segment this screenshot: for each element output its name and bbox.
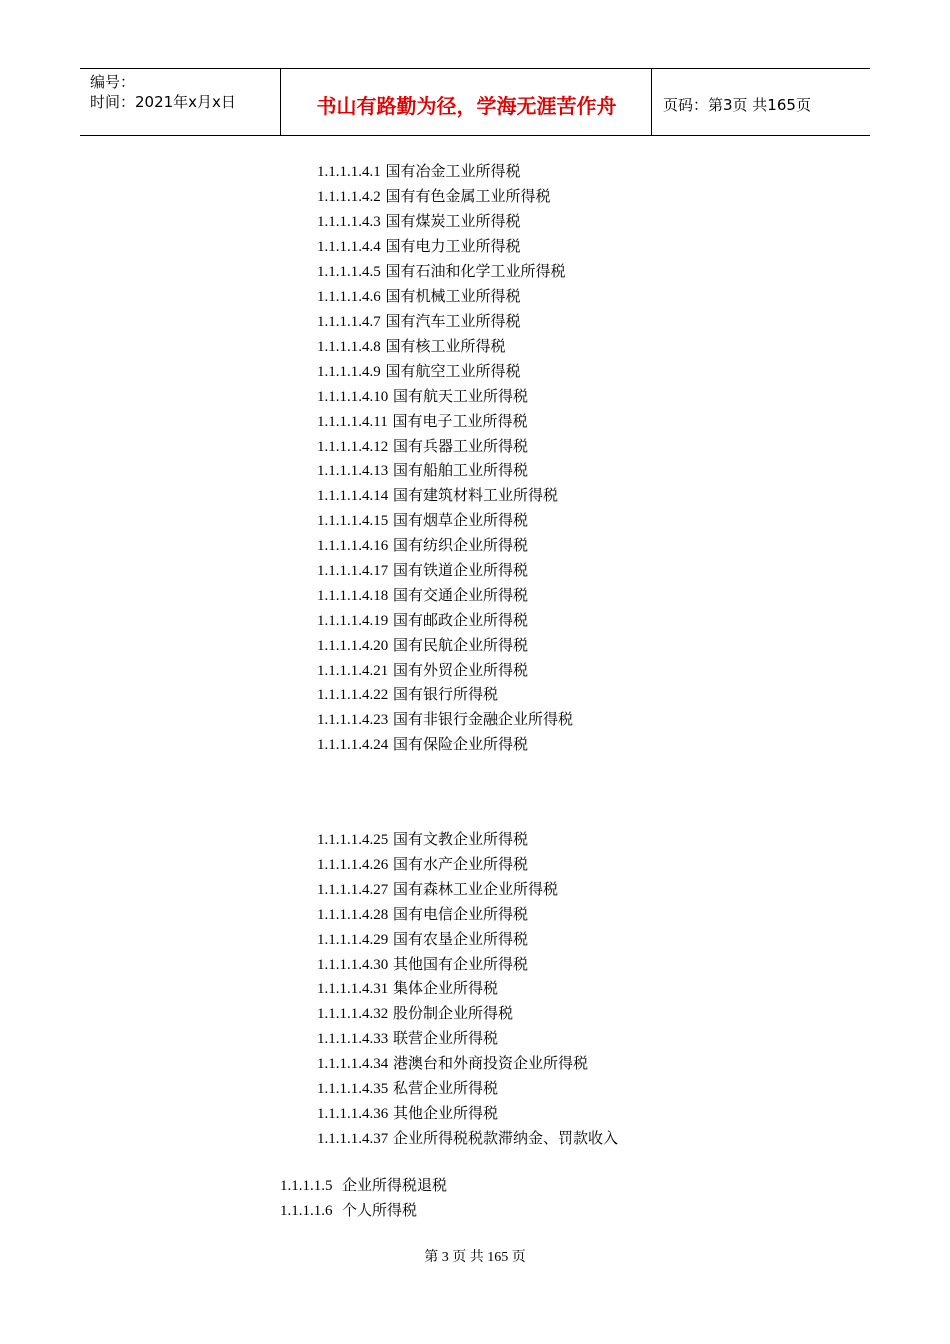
toc-item-label: 国有石油和化学工业所得税	[385, 262, 566, 280]
toc-item-code: 1.1.1.1.4.36	[317, 1106, 389, 1122]
toc-item	[317, 560, 528, 581]
toc-item-label: 国有外贸企业所得税	[393, 661, 529, 679]
toc-item-label: 集体企业所得税	[393, 979, 499, 997]
toc-item-code: 1.1.1.1.4.37	[317, 1131, 389, 1147]
toc-item-code: 1.1.1.1.4.26	[317, 857, 389, 873]
toc-item-code: 1.1.1.1.4.22	[317, 687, 389, 703]
toc-item	[317, 311, 521, 332]
toc-item-label: 国有电信企业所得税	[393, 905, 529, 923]
toc-item-code: 1.1.1.1.4.28	[317, 907, 389, 923]
toc-item-label: 国有船舶工业所得税	[393, 461, 529, 479]
toc-item-label: 国有汽车工业所得税	[385, 312, 521, 330]
toc-item-label: 企业所得税退税	[342, 1176, 448, 1194]
page-footer: 第 3 页 共 165 页	[424, 1250, 526, 1265]
toc-item	[317, 186, 551, 207]
toc-item-code: 1.1.1.1.4.25	[317, 832, 389, 848]
toc-item-label: 国有邮政企业所得税	[393, 611, 529, 629]
toc-item-code: 1.1.1.1.4.8	[317, 339, 381, 355]
toc-item	[317, 261, 566, 282]
toc-item	[317, 236, 521, 257]
toc-item-label: 其他国有企业所得税	[393, 955, 529, 973]
toc-item-code: 1.1.1.1.4.27	[317, 882, 389, 898]
toc-item	[317, 1078, 498, 1099]
toc-item	[317, 1128, 618, 1149]
toc-item-label: 国有冶金工业所得税	[385, 162, 521, 180]
page-header	[80, 68, 870, 136]
toc-item-label: 国有煤炭工业所得税	[385, 212, 521, 230]
toc-item-code: 1.1.1.1.4.19	[317, 613, 389, 629]
toc-item-code: 1.1.1.1.4.6	[317, 289, 381, 305]
toc-item	[317, 436, 528, 457]
toc-item-code: 1.1.1.1.4.12	[317, 439, 389, 455]
toc-item-code: 1.1.1.1.4.30	[317, 957, 389, 973]
toc-item-label: 个人所得税	[342, 1201, 418, 1219]
toc-item-code: 1.1.1.1.4.9	[317, 364, 381, 380]
header-motto: 书山有路勤为径，学海无涯苦作舟	[282, 69, 652, 135]
toc-item	[317, 610, 528, 631]
toc-item-code: 1.1.1.1.4.16	[317, 538, 389, 554]
toc-item	[317, 535, 528, 556]
toc-item-label: 私营企业所得税	[393, 1079, 499, 1097]
toc-item-code: 1.1.1.1.4.1	[317, 164, 381, 180]
toc-item-label: 国有农垦企业所得税	[393, 930, 529, 948]
time-label: 时间：2021年x月x日	[90, 93, 236, 111]
toc-item-label: 国有非银行金融企业所得税	[393, 710, 574, 728]
toc-item-code: 1.1.1.1.4.34	[317, 1056, 389, 1072]
toc-item-label: 企业所得税税款滞纳金、罚款收入	[393, 1129, 619, 1147]
toc-item-code: 1.1.1.1.4.13	[317, 463, 389, 479]
toc-item-label: 国有核工业所得税	[385, 337, 506, 355]
toc-item	[317, 954, 528, 975]
toc-item	[317, 660, 528, 681]
toc-item	[317, 336, 506, 357]
toc-item	[317, 585, 528, 606]
toc-item-label: 国有兵器工业所得税	[393, 437, 529, 455]
toc-item-code: 1.1.1.1.4.3	[317, 214, 381, 230]
toc-item-label: 国有民航企业所得税	[393, 636, 529, 654]
toc-item-label: 国有机械工业所得税	[385, 287, 521, 305]
toc-item-label: 国有交通企业所得税	[393, 586, 529, 604]
toc-item-code: 1.1.1.1.6	[280, 1203, 333, 1219]
toc-item	[317, 904, 528, 925]
toc-item	[317, 829, 528, 850]
toc-item	[317, 709, 573, 730]
toc-item-label: 联营企业所得税	[393, 1029, 499, 1047]
toc-item-code: 1.1.1.1.4.21	[317, 663, 389, 679]
toc-item	[317, 1103, 498, 1124]
toc-item	[280, 1175, 447, 1196]
toc-item-code: 1.1.1.1.4.14	[317, 488, 389, 504]
toc-item-label: 国有铁道企业所得税	[393, 561, 529, 579]
toc-item	[317, 854, 528, 875]
toc-item-code: 1.1.1.1.4.4	[317, 239, 381, 255]
toc-item	[317, 684, 498, 705]
toc-item	[317, 1028, 498, 1049]
toc-item	[317, 286, 521, 307]
toc-item-code: 1.1.1.1.4.18	[317, 588, 389, 604]
toc-item	[317, 386, 528, 407]
toc-item-label: 国有电力工业所得税	[385, 237, 521, 255]
toc-item	[317, 635, 528, 656]
toc-item-label: 国有烟草企业所得税	[393, 511, 529, 529]
toc-item-label: 国有航空工业所得税	[385, 362, 521, 380]
toc-item-label: 其他企业所得税	[393, 1104, 499, 1122]
toc-item-label: 国有银行所得税	[393, 685, 499, 703]
toc-item-label: 港澳台和外商投资企业所得税	[393, 1054, 589, 1072]
toc-item	[317, 161, 521, 182]
toc-item	[317, 734, 528, 755]
toc-item-code: 1.1.1.1.4.35	[317, 1081, 389, 1097]
toc-item-label: 国有有色金属工业所得税	[385, 187, 551, 205]
toc-item-code: 1.1.1.1.4.7	[317, 314, 381, 330]
toc-item	[317, 411, 528, 432]
toc-item	[317, 485, 558, 506]
toc-item-label: 国有电子工业所得税	[392, 412, 528, 430]
toc-item-label: 国有保险企业所得税	[393, 735, 529, 753]
toc-item-code: 1.1.1.1.4.15	[317, 513, 389, 529]
toc-item-code: 1.1.1.1.4.20	[317, 638, 389, 654]
toc-item	[280, 1200, 417, 1221]
toc-item-code: 1.1.1.1.4.23	[317, 712, 389, 728]
toc-item	[317, 1003, 513, 1024]
number-label: 编号：	[90, 73, 136, 91]
toc-item-code: 1.1.1.1.4.5	[317, 264, 381, 280]
toc-item-label: 国有森林工业企业所得税	[393, 880, 559, 898]
toc-item	[317, 929, 528, 950]
toc-item	[317, 361, 521, 382]
toc-item-code: 1.1.1.1.4.10	[317, 389, 389, 405]
toc-item-code: 1.1.1.1.4.24	[317, 737, 389, 753]
toc-item-label: 国有纺织企业所得税	[393, 536, 529, 554]
toc-item-code: 1.1.1.1.4.32	[317, 1006, 389, 1022]
toc-item-code: 1.1.1.1.4.31	[317, 981, 389, 997]
header-page-info: 页码：第3页 共165页	[663, 95, 811, 114]
header-meta	[80, 69, 281, 135]
toc-item-code: 1.1.1.1.4.33	[317, 1031, 389, 1047]
toc-item	[317, 510, 528, 531]
toc-item-code: 1.1.1.1.4.17	[317, 563, 389, 579]
toc-item	[317, 460, 528, 481]
toc-item-label: 股份制企业所得税	[393, 1004, 514, 1022]
toc-item-code: 1.1.1.1.4.2	[317, 189, 381, 205]
toc-item	[317, 1053, 588, 1074]
toc-item-label: 国有航天工业所得税	[393, 387, 529, 405]
toc-item	[317, 978, 498, 999]
toc-item-code: 1.1.1.1.4.11	[317, 414, 388, 430]
toc-item-label: 国有建筑材料工业所得税	[393, 486, 559, 504]
toc-item-code: 1.1.1.1.5	[280, 1178, 333, 1194]
toc-item	[317, 879, 558, 900]
toc-item-code: 1.1.1.1.4.29	[317, 932, 389, 948]
toc-item	[317, 211, 521, 232]
toc-item-label: 国有水产企业所得税	[393, 855, 529, 873]
toc-item-label: 国有文教企业所得税	[393, 830, 529, 848]
